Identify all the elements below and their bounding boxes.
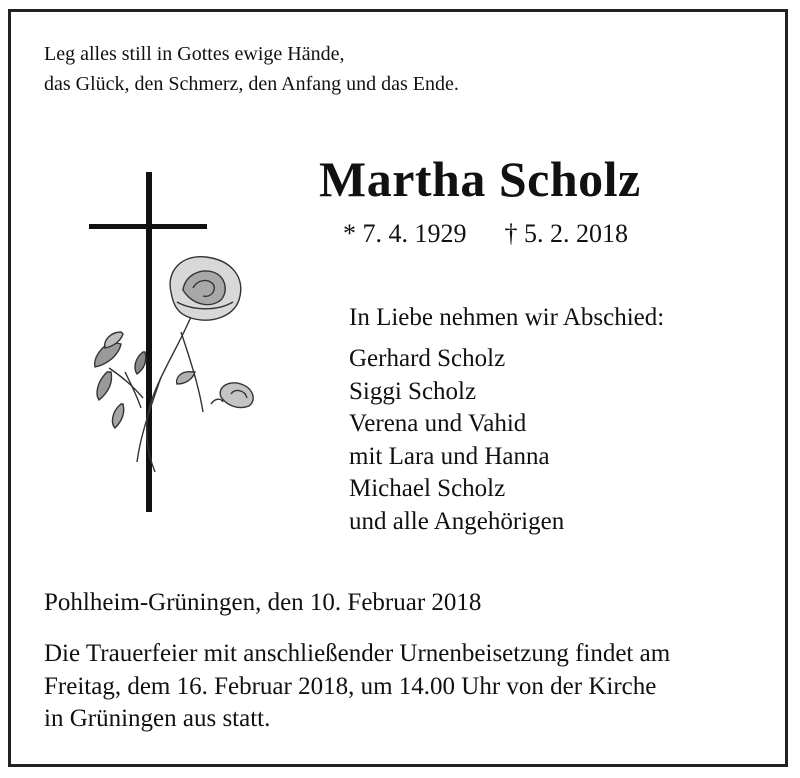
farewell-intro: In Liebe nehmen wir Abschied: [349,304,665,331]
place-and-date: Pohlheim-Grüningen, den 10. Februar 2018 [44,589,482,616]
obituary-card [8,9,788,767]
mourners-list [349,343,564,538]
ceremony-line-1: Die Trauerfeier mit anschließender Urnenbeisetzung findet am [44,640,671,667]
quote-line-1: Leg alles still in Gottes ewige Hände, [44,43,345,65]
rose-icon [95,257,253,472]
mourner: Siggi Scholz [349,377,477,405]
death-date: † 5. 2. 2018 [504,219,628,248]
deceased-name: Martha Scholz [319,151,641,207]
mourner: Michael Scholz [349,475,506,502]
cross-rose-illustration [81,172,271,522]
quote [44,39,459,99]
mourner: Gerhard Scholz [349,345,506,372]
birth-date: * 7. 4. 1929 [343,219,467,248]
mourner: Verena und Vahid [349,410,527,437]
quote-line-2: das Glück, den Schmerz, den Anfang und das Ende. [44,73,459,95]
ceremony-line-2: Freitag, dem 16. Februar 2018, um 14.00 Uhr von der Kirche [44,672,657,700]
ceremony-notice [44,638,670,736]
mourner: mit Lara und Hanna [349,442,550,470]
life-dates [343,219,628,249]
mourner: und alle Angehörigen [349,507,565,535]
ceremony-line-3: in Grüningen aus statt. [44,705,271,732]
